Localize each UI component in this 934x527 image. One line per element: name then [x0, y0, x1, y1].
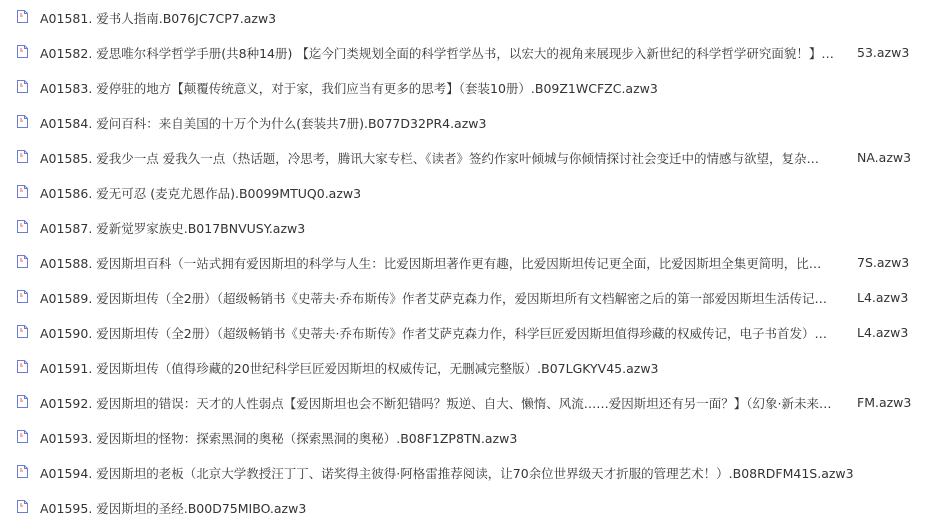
- file-extension-suffix: L4.azw3: [857, 325, 909, 340]
- file-list-item[interactable]: [0, 420, 934, 455]
- file-list-item[interactable]: [0, 175, 934, 210]
- file-list-item[interactable]: [0, 280, 934, 315]
- file-list-item[interactable]: [0, 350, 934, 385]
- file-name: A01589. 爱因斯坦传（全2册）（超级畅销书《史蒂夫·乔布斯传》作者艾萨克森力作，爱因斯坦所有文档解密之后的第一部爱因斯坦生活传记…: [40, 290, 827, 306]
- file-icon: [17, 290, 28, 303]
- file-icon: [17, 395, 28, 408]
- file-icon: [17, 325, 28, 338]
- file-name: A01584. 爱问百科：来自美国的十万个为什么(套装共7册).B077D32PR4.azw3: [40, 115, 487, 131]
- file-icon: [17, 45, 28, 58]
- file-name: A01583. 爱停驻的地方【颠覆传统意义，对于家，我们应当有更多的思考】（套装10册）.B09Z1WCFZC.azw3: [40, 80, 658, 96]
- file-icon: [17, 185, 28, 198]
- file-icon: [17, 115, 28, 128]
- file-list-item[interactable]: [0, 0, 934, 35]
- file-icon: [17, 430, 28, 443]
- file-icon: [17, 80, 28, 93]
- file-extension-suffix: NA.azw3: [857, 150, 912, 165]
- file-name: A01585. 爱我少一点 爱我久一点（热话题，冷思考，腾讯大家专栏、《读者》签约作家叶倾城与你倾情探讨社会变迁中的情感与欲望，复杂…: [40, 150, 819, 166]
- file-name: A01588. 爱因斯坦百科（一站式拥有爱因斯坦的科学与人生：比爱因斯坦著作更有趣，比爱因斯坦传记更全面，比爱因斯坦全集更简明，比…: [40, 255, 822, 271]
- file-list-item[interactable]: [0, 315, 934, 350]
- file-icon: [17, 360, 28, 373]
- file-icon: [17, 10, 28, 23]
- file-list-item[interactable]: [0, 105, 934, 140]
- file-name: A01593. 爱因斯坦的怪物：探索黑洞的奥秘（探索黑洞的奥秘）.B08F1ZP8TN.azw3: [40, 430, 518, 446]
- file-name: A01587. 爱新觉罗家族史.B017BNVUSY.azw3: [40, 220, 306, 236]
- file-list-item[interactable]: [0, 490, 934, 525]
- file-name: A01590. 爱因斯坦传（全2册）（超级畅销书《史蒂夫·乔布斯传》作者艾萨克森力作，科学巨匠爱因斯坦值得珍藏的权威传记，电子书首发）…: [40, 325, 827, 341]
- file-extension-suffix: 53.azw3: [857, 45, 910, 60]
- file-list-item[interactable]: [0, 245, 934, 280]
- file-name: A01592. 爱因斯坦的错误：天才的人性弱点【爱因斯坦也会不断犯错吗？叛逆、自大、懒惰、风流……爱因斯坦还有另一面？】（幻象·新未来…: [40, 395, 832, 411]
- file-list-item[interactable]: [0, 455, 934, 490]
- file-icon: [17, 500, 28, 513]
- file-list-item[interactable]: [0, 210, 934, 245]
- file-name: A01582. 爱思唯尔科学哲学手册(共8种14册) 【迄今门类规划全面的科学哲学丛书，以宏大的视角来展现步入新世纪的科学哲学研究面貌！】…: [40, 45, 834, 61]
- file-list-item[interactable]: [0, 70, 934, 105]
- file-extension-suffix: L4.azw3: [857, 290, 909, 305]
- file-name: A01595. 爱因斯坦的圣经.B00D75MIBO.azw3: [40, 500, 307, 516]
- file-name: A01581. 爱书人指南.B076JC7CP7.azw3: [40, 10, 277, 26]
- file-icon: [17, 255, 28, 268]
- file-name: A01586. 爱无可忍 (麦克尤恩作品).B0099MTUQ0.azw3: [40, 185, 362, 201]
- file-list-item[interactable]: [0, 140, 934, 175]
- file-list-item[interactable]: [0, 385, 934, 420]
- file-list-item[interactable]: [0, 35, 934, 70]
- file-name: A01591. 爱因斯坦传（值得珍藏的20世纪科学巨匠爱因斯坦的权威传记，无删减完整版）.B07LGKYV45.azw3: [40, 360, 659, 376]
- file-extension-suffix: FM.azw3: [857, 395, 912, 410]
- file-icon: [17, 465, 28, 478]
- file-icon: [17, 220, 28, 233]
- file-extension-suffix: 7S.azw3: [857, 255, 910, 270]
- file-icon: [17, 150, 28, 163]
- file-name: A01594. 爱因斯坦的老板（北京大学教授汪丁丁、诺奖得主彼得·阿格雷推荐阅读，让70余位世界级天才折服的管理艺术！）.B08RDFM41S.azw3: [40, 465, 854, 481]
